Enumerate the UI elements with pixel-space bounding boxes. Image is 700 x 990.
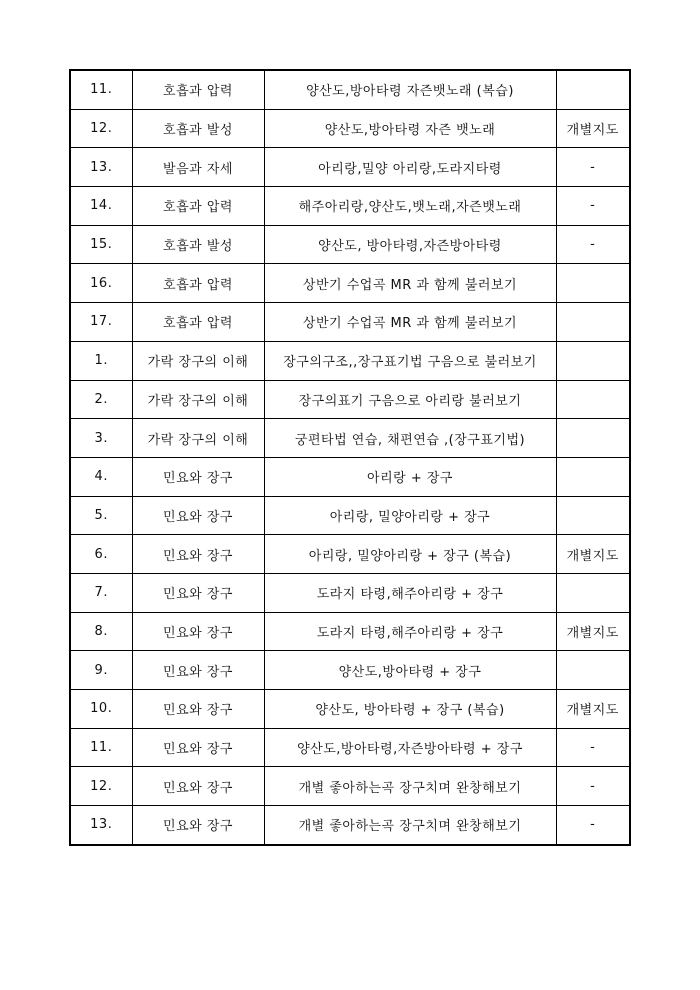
table-row [70, 380, 630, 419]
table-row [70, 767, 630, 806]
session-note: 개별지도 [556, 109, 630, 148]
session-topic: 민요와 장구 [132, 806, 264, 845]
table-row [70, 70, 630, 109]
session-note: - [556, 806, 630, 845]
table-row [70, 612, 630, 651]
session-content: 도라지 타령,해주아리랑 + 장구 [264, 573, 556, 612]
table-row [70, 264, 630, 303]
session-number: 8. [70, 612, 132, 651]
session-topic: 호흡과 발성 [132, 109, 264, 148]
session-number: 12. [70, 109, 132, 148]
session-number: 11. [70, 728, 132, 767]
session-topic: 호흡과 압력 [132, 187, 264, 226]
session-note [556, 264, 630, 303]
session-note [556, 573, 630, 612]
session-content: 아리랑, 밀양아리랑 + 장구 (복습) [264, 535, 556, 574]
session-topic: 호흡과 압력 [132, 264, 264, 303]
session-note: - [556, 148, 630, 187]
session-topic: 호흡과 압력 [132, 70, 264, 109]
session-note: - [556, 728, 630, 767]
session-topic: 민요와 장구 [132, 457, 264, 496]
session-content: 양산도,방아타령 자즌뱃노래 (복습) [264, 70, 556, 109]
session-number: 9. [70, 651, 132, 690]
session-number: 17. [70, 303, 132, 342]
session-note: - [556, 225, 630, 264]
table-row [70, 806, 630, 845]
session-number: 5. [70, 496, 132, 535]
session-note [556, 496, 630, 535]
session-content: 아리랑 + 장구 [264, 457, 556, 496]
session-topic: 가락 장구의 이해 [132, 341, 264, 380]
session-note [556, 70, 630, 109]
session-note: - [556, 767, 630, 806]
session-note: - [556, 187, 630, 226]
session-content: 아리랑,밀양 아리랑,도라지타령 [264, 148, 556, 187]
session-content: 양산도,방아타령 + 장구 [264, 651, 556, 690]
session-content: 양산도, 방아타령 + 장구 (복습) [264, 690, 556, 729]
session-number: 2. [70, 380, 132, 419]
session-note: 개별지도 [556, 612, 630, 651]
session-topic: 민요와 장구 [132, 573, 264, 612]
table-row [70, 187, 630, 226]
session-number: 16. [70, 264, 132, 303]
session-content: 양산도,방아타령 자즌 뱃노래 [264, 109, 556, 148]
session-topic: 가락 장구의 이해 [132, 380, 264, 419]
table-row [70, 109, 630, 148]
session-topic: 민요와 장구 [132, 728, 264, 767]
session-content: 양산도,방아타령,자즌방아타령 + 장구 [264, 728, 556, 767]
lesson-schedule-body [70, 70, 630, 845]
session-topic: 민요와 장구 [132, 767, 264, 806]
session-content: 개별 좋아하는곡 장구치며 완창해보기 [264, 767, 556, 806]
session-content: 해주아리랑,양산도,뱃노래,자즌뱃노래 [264, 187, 556, 226]
table-row [70, 690, 630, 729]
table-row [70, 341, 630, 380]
session-note [556, 651, 630, 690]
session-note [556, 380, 630, 419]
session-content: 장구의표기 구음으로 아리랑 불러보기 [264, 380, 556, 419]
session-topic: 호흡과 발성 [132, 225, 264, 264]
session-topic: 민요와 장구 [132, 651, 264, 690]
session-number: 3. [70, 419, 132, 458]
session-note: 개별지도 [556, 535, 630, 574]
session-note: 개별지도 [556, 690, 630, 729]
session-note [556, 341, 630, 380]
lesson-schedule-table [69, 69, 631, 846]
session-number: 1. [70, 341, 132, 380]
session-content: 개별 좋아하는곡 장구치며 완창해보기 [264, 806, 556, 845]
session-topic: 민요와 장구 [132, 690, 264, 729]
session-topic: 민요와 장구 [132, 496, 264, 535]
table-row [70, 728, 630, 767]
table-row [70, 651, 630, 690]
session-content: 궁편타법 연습, 채편연습 ,(장구표기법) [264, 419, 556, 458]
session-number: 7. [70, 573, 132, 612]
session-content: 상반기 수업곡 MR 과 함께 불러보기 [264, 264, 556, 303]
session-number: 13. [70, 806, 132, 845]
table-row [70, 535, 630, 574]
table-row [70, 148, 630, 187]
session-number: 10. [70, 690, 132, 729]
session-topic: 민요와 장구 [132, 535, 264, 574]
session-content: 양산도, 방아타령,자즌방아타령 [264, 225, 556, 264]
session-topic: 가락 장구의 이해 [132, 419, 264, 458]
session-content: 상반기 수업곡 MR 과 함께 불러보기 [264, 303, 556, 342]
table-row [70, 225, 630, 264]
session-number: 14. [70, 187, 132, 226]
table-row [70, 457, 630, 496]
session-number: 4. [70, 457, 132, 496]
table-row [70, 496, 630, 535]
session-content: 아리랑, 밀양아리랑 + 장구 [264, 496, 556, 535]
session-note [556, 457, 630, 496]
session-number: 15. [70, 225, 132, 264]
session-topic: 민요와 장구 [132, 612, 264, 651]
table-row [70, 303, 630, 342]
session-topic: 호흡과 압력 [132, 303, 264, 342]
session-number: 6. [70, 535, 132, 574]
session-topic: 발음과 자세 [132, 148, 264, 187]
session-number: 12. [70, 767, 132, 806]
table-row [70, 419, 630, 458]
table-row [70, 573, 630, 612]
session-content: 장구의구조,,장구표기법 구음으로 불러보기 [264, 341, 556, 380]
session-number: 11. [70, 70, 132, 109]
session-note [556, 419, 630, 458]
session-note [556, 303, 630, 342]
session-content: 도라지 타령,해주아리랑 + 장구 [264, 612, 556, 651]
session-number: 13. [70, 148, 132, 187]
